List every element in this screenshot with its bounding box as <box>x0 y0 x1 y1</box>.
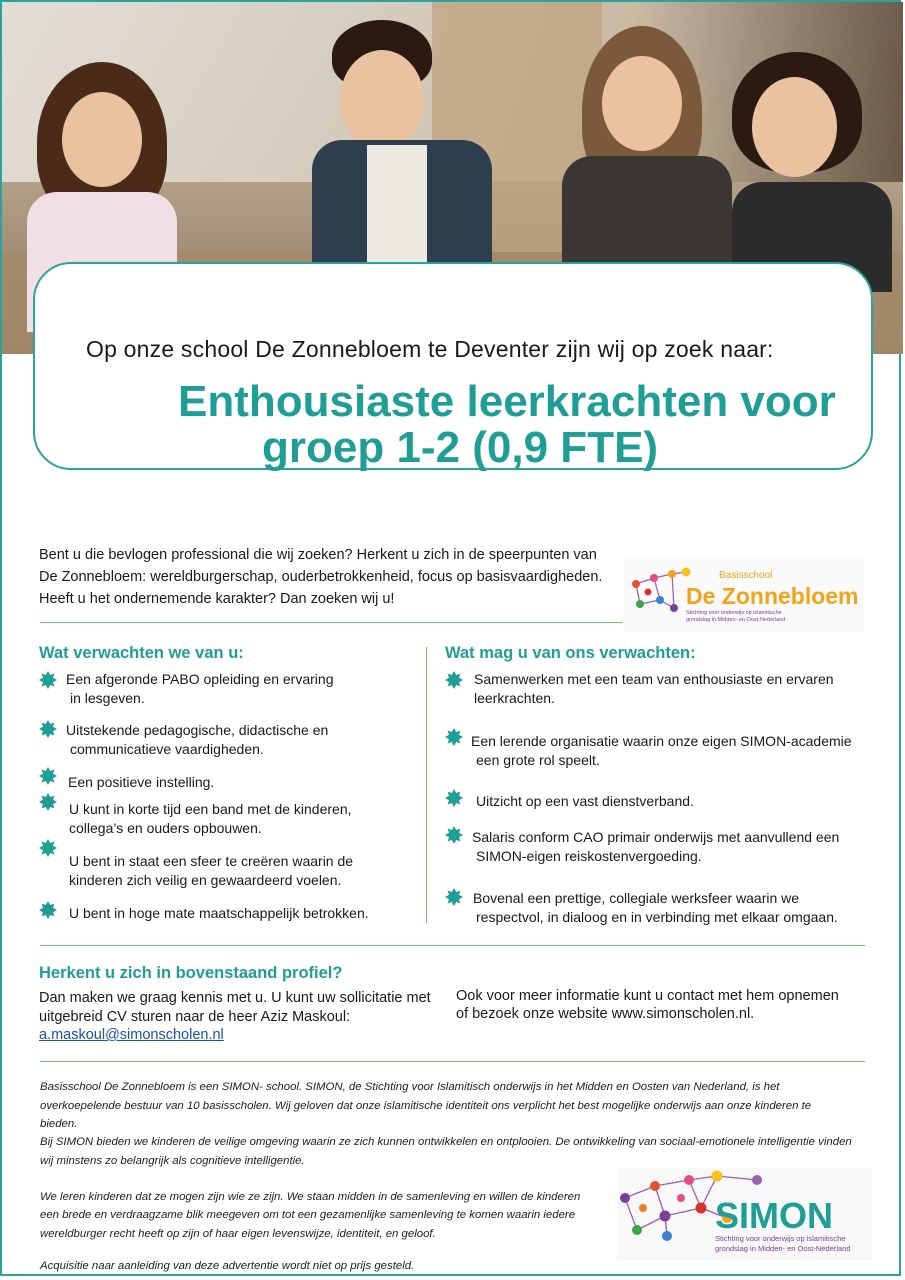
bullet-text: Uitstekende pedagogische, didactische en <box>66 722 329 738</box>
divider-middle <box>40 945 865 946</box>
star-bullet-icon <box>445 728 463 746</box>
bullet-text: Een lerende organisatie waarin onze eigen SIMON-academie <box>471 733 852 749</box>
bullet-text-continued: communicatieve vaardigheden. <box>70 741 264 757</box>
profile-text-line-1: Dan maken we graag kennis met u. U kunt uw sollicitatie met <box>39 990 431 1006</box>
footer-p6: We leren kinderen dat ze mogen zijn wie ze zijn. We staan midden in de samenleving en willen de kinderen <box>40 1191 581 1203</box>
divider-top <box>40 622 622 623</box>
star-bullet-icon <box>39 671 57 689</box>
star-bullet-icon <box>39 901 57 919</box>
email-link[interactable]: a.maskoul@simonscholen.nl <box>39 1027 224 1043</box>
bullet-text: U bent in hoge mate maatschappelijk betrokken. <box>69 905 369 921</box>
bullet-text: Samenwerken met een team van enthousiaste en ervaren <box>474 671 834 687</box>
column-divider <box>426 647 427 923</box>
star-bullet-icon <box>39 720 57 738</box>
divider-bottom <box>40 1061 865 1062</box>
left-heading: Wat verwachten we van u: <box>39 644 244 662</box>
bullet-text: Bovenal een prettige, collegiale werksfeer waarin we <box>473 890 800 906</box>
footer-p4: Bij SIMON bieden we kinderen de veilige omgeving waarin ze zich kunnen ontwikkelen en ontplooien. De ontwikkeling van sociaal-emotionele intelligentie vinden <box>40 1136 852 1148</box>
star-bullet-icon <box>39 793 57 811</box>
star-bullet-icon <box>445 789 463 807</box>
bullet-text: Een afgeronde PABO opleiding en ervaring <box>66 671 334 687</box>
bullet-text-continued: leerkrachten. <box>474 690 555 706</box>
bullet-text: U kunt in korte tijd een band met de kinderen, <box>69 801 352 817</box>
bullet-text: U bent in staat een sfeer te creëren waarin de <box>69 853 354 869</box>
bullet-text-continued: in lesgeven. <box>70 690 145 706</box>
svg-text:De Zonnebloem: De Zonnebloem <box>686 583 859 609</box>
info-text-line-2: of bezoek onze website www.simonscholen.nl. <box>456 1006 755 1022</box>
footer-p1: Basisschool De Zonnebloem is een SIMON- school. SIMON, de Stichting voor Islamitisch onderwijs in het Midden en Oosten van Nederland, is het <box>40 1081 780 1093</box>
svg-text:Stichting voor onderwijs op is: Stichting voor onderwijs op islamitische <box>686 610 782 616</box>
bullet-text-continued: een grote rol speelt. <box>476 752 600 768</box>
footer-p8: wereldburger recht heeft op zijn of haar eigen levenswijze, identiteit, en geloof. <box>40 1228 436 1240</box>
footer-p3: bieden. <box>40 1118 78 1130</box>
bullet-text-continued: respectvol, in dialoog en in verbinding met elkaar omgaan. <box>476 909 838 925</box>
profile-heading: Herkent u zich in bovenstaand profiel? <box>39 964 343 982</box>
footer-p5: wij minstens zo belangrijk als cognitieve intelligentie. <box>40 1155 305 1167</box>
star-bullet-icon <box>445 671 463 689</box>
star-bullet-icon <box>39 839 57 857</box>
network-logo-icon <box>617 1168 872 1260</box>
intro-text: Op onze school De Zonnebloem te Deventer zijn wij op zoek naar: <box>86 336 774 362</box>
footer-disclaimer: Acquisitie naar aanleiding van deze advertentie wordt niet op prijs gesteld. <box>40 1260 415 1272</box>
bullet-text-continued: collega’s en ouders opbouwen. <box>69 820 262 836</box>
bullet-text-continued: SIMON-eigen reiskostenvergoeding. <box>476 848 702 864</box>
headline-line-1: Enthousiaste leerkrachten voor <box>178 377 836 426</box>
info-text-line-1: Ook voor meer informatie kunt u contact met hem opnemen <box>456 988 839 1004</box>
star-bullet-icon <box>39 767 57 785</box>
bullet-text: Uitzicht op een vast dienstverband. <box>476 793 694 809</box>
network-logo-icon <box>624 556 864 632</box>
bullet-text: Een positieve instelling. <box>68 774 215 790</box>
footer-p2: overkoepelende bestuur van 10 basisscholen. Wij geloven dat onze islamitische identiteit ons verplicht het best mogelijke onderwijs aan onze kinderen te <box>40 1100 812 1112</box>
bullet-text: Salaris conform CAO primair onderwijs met aanvullend een <box>472 829 840 845</box>
svg-text:Stichting voor onderwijs op is: Stichting voor onderwijs op islamitische <box>715 1234 846 1243</box>
footer-p7: een brede en verdraagzame blik meegeven om tot een gezamenlijke samenleving te komen waarin iedere <box>40 1209 576 1221</box>
star-bullet-icon <box>445 888 463 906</box>
simon-logo <box>617 1168 872 1260</box>
headline-line-2: groep 1-2 (0,9 FTE) <box>262 423 659 472</box>
right-heading: Wat mag u van ons verwachten: <box>445 644 696 662</box>
svg-text:grondslag in Midden- en Oost-N: grondslag in Midden- en Oost-Nederland <box>686 617 786 623</box>
star-bullet-icon <box>445 826 463 844</box>
svg-text:grondslag in Midden- en Oost-N: grondslag in Midden- en Oost-Nederland <box>715 1244 851 1253</box>
bullet-text-continued: kinderen zich veilig en gewaardeerd voelen. <box>69 872 342 888</box>
svg-text:SIMON: SIMON <box>715 1195 834 1236</box>
lead-paragraph: Bent u die bevlogen professional die wij zoeken? Herkent u zich in de speerpunten van De Zonnebloem: wereldburgerschap, ouderbetrokkenheid, focus op basisvaardigheden. Heeft u het ondernemende karakter? Dan zoeken wij u! <box>39 547 603 607</box>
zonnebloem-logo <box>624 556 864 632</box>
profile-text-line-2: uitgebreid CV sturen naar de heer Aziz Maskoul: <box>39 1009 351 1025</box>
svg-text:Basisschool: Basisschool <box>719 570 773 581</box>
